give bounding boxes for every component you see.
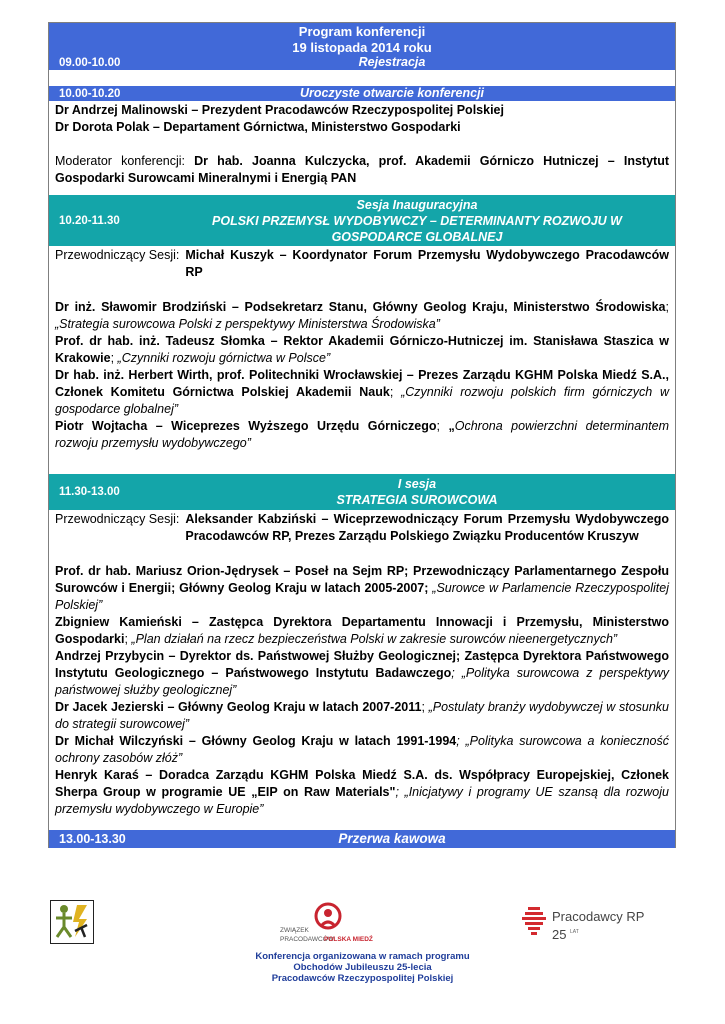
talk-topic: „Czynniki rozwoju polskich firm górniczych w gospodarce globalnej” bbox=[55, 385, 669, 416]
program-title: Program konferencji bbox=[49, 23, 675, 40]
break-row bbox=[49, 830, 675, 848]
talk-separator: ; bbox=[389, 385, 402, 399]
talk-topic: ; „Inicjatywy i programy UE szansą dla rozwoju przemysłu wydobywczego w Europie” bbox=[55, 785, 669, 816]
talk-quote-mark: „ bbox=[448, 419, 455, 433]
session1-time: 11.30-13.00 bbox=[59, 486, 120, 498]
inaugural-body bbox=[49, 281, 675, 474]
footer-line-2: Obchodów Jubileuszu 25-lecia bbox=[293, 962, 432, 973]
talk-topic: ; „Polityka surowcowa z perspektywy państwowej służby geologicznej” bbox=[55, 666, 669, 697]
inaugural-title: POLSKI PRZEMYSŁ WYDOBYWCZY – DETERMINANTY ROZWOJU W GOSPODARCE GLOBALNEJ bbox=[212, 214, 622, 244]
talk-separator: ; bbox=[665, 300, 669, 314]
zwiazek-logo-icon bbox=[278, 901, 378, 945]
break-title: Przerwa kawowa bbox=[338, 831, 446, 846]
pracodawcy-logo-icon bbox=[522, 901, 672, 945]
spacer bbox=[49, 70, 675, 86]
inaugural-chair bbox=[49, 246, 675, 281]
session1-body bbox=[49, 545, 675, 830]
opening-row bbox=[49, 86, 675, 101]
footer-note bbox=[0, 951, 725, 984]
registration-time: 09.00-10.00 bbox=[59, 56, 121, 69]
moderator bbox=[55, 153, 669, 187]
talk-separator: ; bbox=[124, 632, 132, 646]
talk-separator: ; bbox=[421, 700, 429, 714]
opening-speaker-1: Dr Andrzej Malinowski – Prezydent Pracodawców Rzeczypospolitej Polskiej bbox=[55, 103, 504, 117]
talk-speaker: Dr inż. Sławomir Brodziński – Podsekretarz Stanu, Główny Geolog Kraju, Ministerstwo Środowiska bbox=[55, 300, 666, 314]
talk-speaker: Prof. dr hab. inż. Tadeusz Słomka – Rektor Akademii Górniczo-Hutniczej im. Stanisława Staszica w Krakowie bbox=[55, 334, 669, 365]
zwiazek-logo-line2: PRACODAWCÓW bbox=[280, 936, 334, 943]
session1-chair bbox=[49, 510, 675, 545]
inaugural-talk-1 bbox=[55, 299, 669, 333]
moderator-label: Moderator konferencji: bbox=[55, 154, 195, 168]
pracodawcy-logo-number: 25 bbox=[552, 927, 567, 942]
session1-chair-name: Aleksander Kabziński – Wiceprzewodniczący Forum Przemysłu Wydobywczego Pracodawców RP, Prezes Zarządu Polskiego Związku Producentów Kruszyw bbox=[185, 512, 669, 543]
talk-speaker: Dr hab. inż. Herbert Wirth, prof. Politechniki Wrocławskiej – Prezes Zarządu KGHM Polska Miedź S.A., Członek Komitetu Górnictwa Polskiej Akademii Nauk bbox=[55, 368, 669, 399]
kruszywa-logo bbox=[50, 900, 94, 944]
inaugural-time: 10.20-11.30 bbox=[59, 214, 120, 227]
talk-topic: ; „Polityka surowcowa a konieczność ochrony zasobów złóż” bbox=[55, 734, 669, 765]
zwiazek-polska-miedz-logo bbox=[278, 901, 378, 945]
footer bbox=[0, 895, 725, 1024]
inaugural-session: Sesja Inauguracyjna bbox=[356, 198, 478, 212]
opening-time: 10.00-10.20 bbox=[59, 87, 121, 100]
session1-talk-5 bbox=[55, 733, 669, 767]
session1-talk-4 bbox=[55, 699, 669, 733]
break-time: 13.00-13.30 bbox=[59, 832, 126, 846]
talk-topic: „Plan działań na rzecz bezpieczeństwa Polski w zakresie surowców nieenergetycznych” bbox=[131, 632, 618, 646]
inaugural-heading bbox=[199, 195, 675, 246]
talk-speaker: Henryk Karaś – Doradca Zarządu KGHM Polska Miedź S.A. ds. Współpracy Europejskiej, Członek Sherpa Group w programie UE „EIP on Raw Materials" bbox=[55, 768, 669, 799]
inaugural-row bbox=[49, 195, 675, 246]
talk-topic: „Postulaty branży wydobywczej w stosunku do strategii surowcowej” bbox=[55, 700, 670, 731]
opening-body bbox=[49, 101, 675, 195]
session1-session: I sesja bbox=[397, 477, 437, 491]
talk-speaker: Piotr Wojtacha – Wiceprezes Wyższego Urzędu Górniczego bbox=[55, 419, 437, 433]
footer-line-3: Pracodawców Rzeczypospolitej Polskiej bbox=[271, 973, 454, 984]
session1-title: STRATEGIA SUROWCOWA bbox=[336, 493, 498, 507]
opening-speaker-2: Dr Dorota Polak – Departament Górnictwa, Ministerstwo Gospodarki bbox=[55, 120, 461, 134]
talk-topic: „Strategia surowcowa Polski z perspektywy Ministerstwa Środowiska” bbox=[55, 317, 440, 331]
talk-speaker: Andrzej Przybycin – Dyrektor ds. Państwowej Służby Geologicznej; Zastępca Dyrektora Państwowego Instytutu Geologicznego – Państwowego Instytutu Badawczego bbox=[55, 649, 669, 680]
inaugural-talk-2 bbox=[55, 333, 669, 367]
inaugural-chair-name: Michał Kuszyk – Koordynator Forum Przemysłu Wydobywczego Pracodawców RP bbox=[185, 248, 669, 279]
talk-speaker: Dr Jacek Jezierski – Główny Geolog Kraju w latach 2007-2011 bbox=[55, 700, 422, 714]
zwiazek-logo-line1: ZWIĄZEK bbox=[280, 927, 309, 934]
registration-row bbox=[49, 55, 675, 70]
zwiazek-logo-line3: POLSKA MIEDŹ bbox=[324, 936, 373, 943]
session1-talk-3 bbox=[55, 648, 669, 699]
talk-speaker: Dr Michał Wilczyński – Główny Geolog Kraju w latach 1991-1994 bbox=[55, 734, 457, 748]
session1-talk-2 bbox=[55, 614, 669, 648]
talk-separator: ; bbox=[436, 419, 449, 433]
inaugural-chair-label: Przewodniczący Sesji: bbox=[55, 248, 180, 262]
session1-heading bbox=[199, 474, 675, 510]
footer-line-1: Konferencja organizowana w ramach programu bbox=[255, 951, 470, 962]
registration-title: Rejestracja bbox=[358, 55, 426, 69]
talk-speaker: Prof. dr hab. Mariusz Orion-Jędrysek – Poseł na Sejm RP; Przewodniczący Parlamentarnego Zespołu Surowców i Energii; Główny Geolog Kraju w latach 2005-2007; bbox=[55, 564, 669, 595]
inaugural-talk-4 bbox=[55, 418, 669, 452]
session1-talk-6 bbox=[55, 767, 669, 818]
session1-row bbox=[49, 474, 675, 510]
moderator-name: Dr hab. Joanna Kulczycka, prof. Akademii Górniczo Hutniczej – Instytut Gospodarki Surowcami Mineralnymi i Energią PAN bbox=[55, 154, 669, 185]
talk-topic: „Surowce w Parlamencie Rzeczypospolitej Polskiej” bbox=[55, 581, 669, 612]
pracodawcy-logo-lat: LAT bbox=[570, 929, 579, 935]
program-date: 19 listopada 2014 roku bbox=[49, 40, 675, 56]
session1-talk-1 bbox=[55, 563, 669, 614]
kruszywa-logo-icon bbox=[51, 901, 92, 942]
pracodawcy-logo-name: Pracodawcy RP bbox=[552, 909, 645, 924]
opening-title: Uroczyste otwarcie konferencji bbox=[299, 86, 485, 100]
talk-speaker: Zbigniew Kamieński – Zastępca Dyrektora Departamentu Innowacji i Przemysłu, Ministerstwo Gospodarki bbox=[55, 615, 669, 646]
inaugural-talk-3 bbox=[55, 367, 669, 418]
pracodawcy-rp-logo bbox=[522, 901, 672, 945]
session1-chair-label: Przewodniczący Sesji: bbox=[55, 512, 180, 526]
talk-topic: Ochrona powierzchni determinantem rozwoju przemysłu wydobywczego” bbox=[55, 419, 669, 450]
talk-topic: „Czynniki rozwoju górnictwa w Polsce” bbox=[117, 351, 331, 365]
program-table bbox=[48, 22, 676, 848]
talk-separator: ; bbox=[110, 351, 118, 365]
